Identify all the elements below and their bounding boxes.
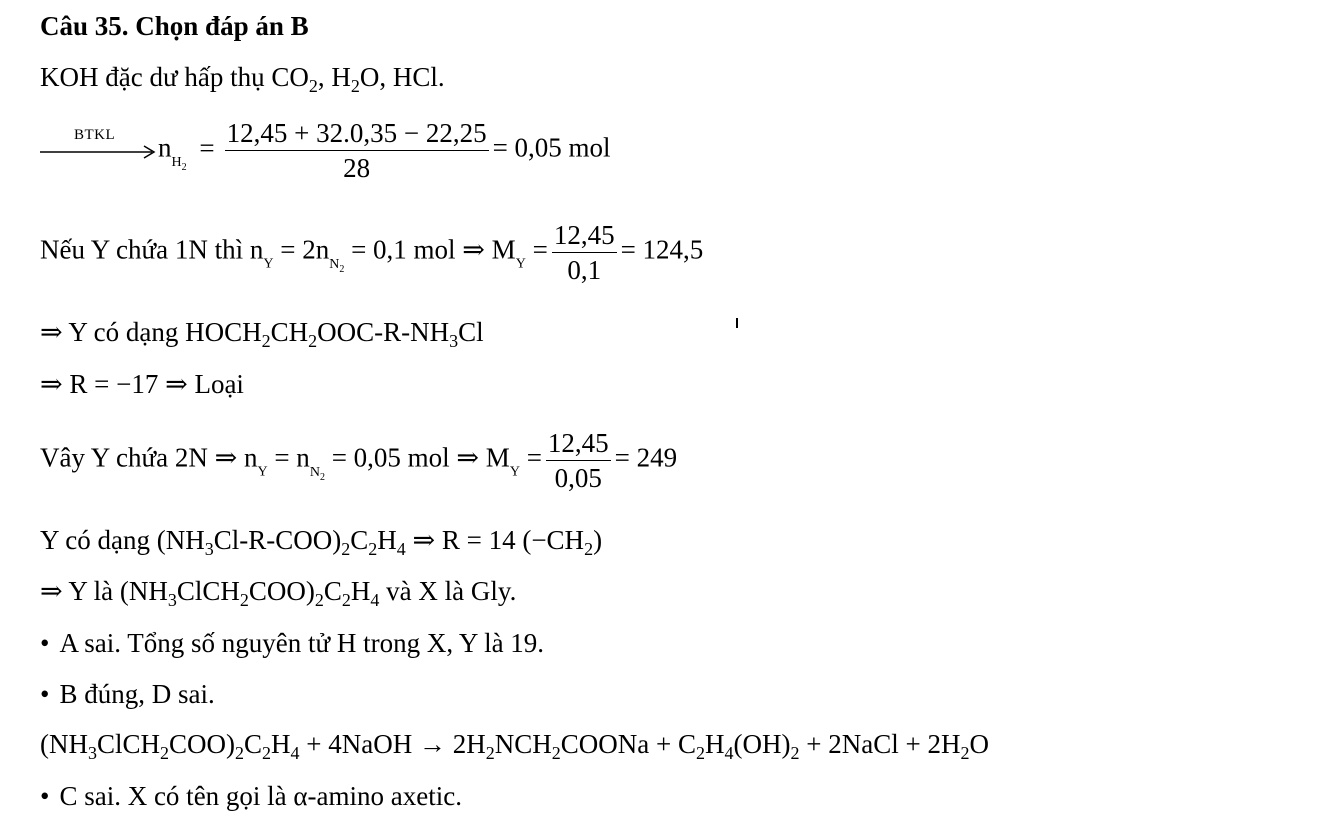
text: N [309, 464, 320, 480]
text: ⇒ R = 14 (−CH [405, 525, 585, 555]
text: ClCH [176, 576, 240, 606]
text: = [199, 132, 215, 163]
text: = n [267, 442, 310, 473]
text: = 0,1 mol ⇒ M [344, 234, 516, 265]
text: C [323, 576, 342, 606]
text: = [519, 442, 542, 473]
subscript: 3 [449, 331, 459, 351]
subscript: 4 [396, 539, 406, 559]
subscript: 3 [204, 539, 214, 559]
line-1n [40, 220, 703, 300]
subscript: 2 [319, 471, 325, 483]
text: ⇒ Y là (NH [40, 576, 168, 606]
subscript: 3 [88, 743, 97, 763]
question-title [40, 10, 309, 42]
subscript: Y [257, 464, 268, 480]
text: COO) [169, 729, 236, 759]
subscript: 2 [181, 161, 187, 173]
subscript: 2 [339, 263, 345, 275]
text: OOC-R-NH [317, 317, 450, 347]
subscript: Y [515, 256, 526, 272]
text: = 2n [273, 234, 330, 265]
bullet-icon: • [40, 679, 50, 709]
subscript: 4 [290, 743, 300, 763]
text: H [271, 729, 291, 759]
text: CH [270, 317, 309, 347]
subscript: 2 [696, 743, 706, 763]
text: COO) [248, 576, 315, 606]
line-y-form-1 [40, 316, 484, 351]
fraction-btkl [225, 118, 489, 183]
text: C [244, 729, 263, 759]
line-r-17 [40, 368, 244, 400]
line-reaction [40, 728, 989, 763]
text: A sai. Tổng số nguyên tử H trong X, Y là 19. [59, 628, 545, 658]
subscript: 2 [350, 76, 360, 96]
subscript: 2 [239, 590, 249, 610]
line-koh [40, 61, 445, 96]
numerator: 12,45 [547, 428, 609, 458]
text: KOH đặc dư hấp thụ CO [40, 62, 309, 92]
subscript: 2 [235, 743, 245, 763]
text: Vây Y chứa 2N ⇒ n [40, 442, 258, 473]
text: n [158, 132, 172, 163]
subscript: 2 [160, 743, 170, 763]
btkl-arrow [40, 126, 158, 167]
subscript [171, 154, 187, 173]
text: ) [593, 525, 603, 555]
line-y-form-2 [40, 524, 603, 559]
fraction-1n [552, 220, 617, 285]
text: O, HCl. [359, 62, 445, 92]
text: B đúng, D sai. [59, 679, 215, 709]
text: (NH [40, 729, 88, 759]
subscript [309, 464, 325, 483]
denominator: 28 [343, 153, 371, 183]
arrow-label: BTKL [74, 126, 116, 143]
line-option-a [40, 627, 544, 659]
title-number: Câu 35 [40, 11, 122, 41]
text: và X là Gly. [379, 576, 517, 606]
text: O [969, 729, 989, 759]
line-2n [40, 428, 677, 508]
numerator: 12,45 [553, 220, 615, 250]
subscript: 4 [724, 743, 734, 763]
subscript: 2 [314, 590, 324, 610]
text: ClCH [97, 729, 161, 759]
subscript: 2 [584, 539, 594, 559]
subscript: Y [263, 256, 274, 272]
text: (OH) [733, 729, 791, 759]
text: = [525, 234, 548, 265]
text: = 0,05 mol [492, 132, 611, 163]
line-btkl [40, 118, 611, 198]
text: C [350, 525, 369, 555]
bullet-icon: • [40, 628, 50, 658]
subscript: 2 [261, 331, 271, 351]
subscript: 3 [167, 590, 177, 610]
denominator: 0,1 [567, 255, 602, 285]
text: H [377, 525, 397, 555]
text: + 4NaOH → 2H [299, 729, 486, 759]
title-answer: . Chọn đáp án B [121, 11, 309, 41]
text: NCH [494, 729, 552, 759]
numerator: 12,45 + 32.0,35 − 22,25 [226, 118, 487, 148]
text: Cl-R-COO) [213, 525, 342, 555]
text: H [705, 729, 725, 759]
bullet-icon: • [40, 781, 50, 811]
text: Nếu Y chứa 1N thì [40, 234, 250, 265]
subscript: 2 [790, 743, 800, 763]
line-y-is [40, 575, 517, 610]
fraction-2n [546, 428, 611, 493]
subscript: Y [509, 464, 520, 480]
subscript: 2 [485, 743, 495, 763]
text: Cl [458, 317, 484, 347]
subscript: 2 [368, 539, 378, 559]
text: , H [317, 62, 351, 92]
line-option-c [40, 780, 462, 812]
subscript: 2 [551, 743, 561, 763]
text: = 124,5 [620, 234, 704, 265]
long-right-arrow-icon [40, 145, 158, 159]
subscript: 2 [341, 590, 351, 610]
text: = 249 [614, 442, 678, 473]
text: C sai. X có tên gọi là α-amino axetic. [59, 781, 462, 811]
subscript [329, 256, 345, 275]
subscript: 2 [960, 743, 970, 763]
text: = 0,05 mol ⇒ M [324, 442, 510, 473]
subscript: 2 [308, 76, 318, 96]
text: N [329, 256, 340, 272]
text: + 2NaCl + 2H [799, 729, 961, 759]
line-option-b [40, 678, 215, 710]
text: ⇒ Y có dạng HOCH [40, 317, 262, 347]
text: Y có dạng (NH [40, 525, 205, 555]
text: ⇒ R = −17 ⇒ Loại [40, 369, 244, 399]
text: n [249, 234, 264, 265]
text: H [350, 576, 371, 606]
subscript: 2 [262, 743, 272, 763]
stray-mark [736, 318, 738, 328]
text: H [171, 154, 182, 170]
subscript: 2 [308, 331, 318, 351]
text: COONa + C [560, 729, 697, 759]
denominator: 0,05 [554, 463, 602, 493]
subscript: 4 [370, 590, 380, 610]
subscript: 2 [341, 539, 351, 559]
